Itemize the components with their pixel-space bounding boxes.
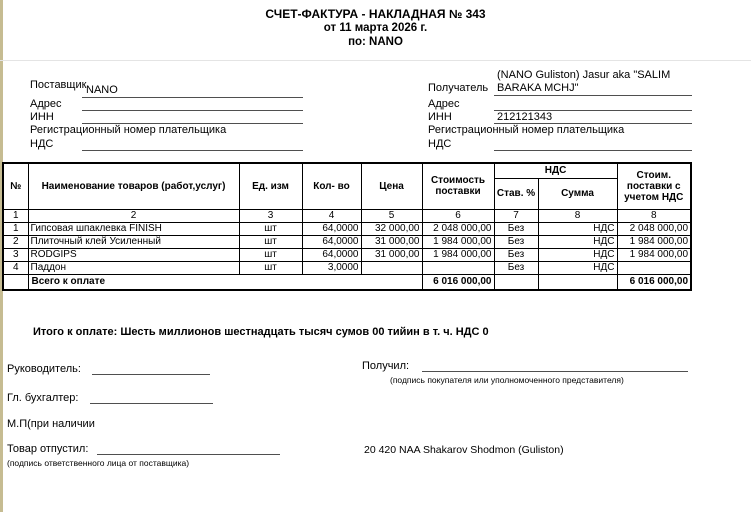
row-num: 4 (3, 261, 28, 274)
supplier-label: Поставщик (30, 79, 87, 91)
item-vat-sum: НДС (538, 222, 617, 235)
receiver-inn-value: 212121343 (497, 111, 553, 123)
supplier-vat-line (82, 150, 303, 151)
item-name: RODGIPS (28, 248, 239, 261)
item-amount: 2 048 000,00 (422, 222, 494, 235)
col-num: 2 (28, 209, 239, 222)
item-name: Плиточный клей Усиленный (28, 235, 239, 248)
supplier-vat-label: НДС (30, 138, 54, 150)
total-row-label: Всего к оплате (28, 274, 422, 290)
col-header-vat-sum: Сумма (538, 178, 617, 209)
item-name: Паддон (28, 261, 239, 274)
col-header-price: Цена (361, 163, 422, 209)
total-amount: 6 016 000,00 (422, 274, 494, 290)
item-amount: 1 984 000,00 (422, 248, 494, 261)
col-header-unit: Ед. изм (239, 163, 302, 209)
col-header-qty: Кол- во (302, 163, 361, 209)
director-label: Руководитель: (7, 363, 81, 375)
item-qty: 3,0000 (302, 261, 361, 274)
total-row-empty-sum (538, 274, 617, 290)
receiver-name-line1: (NANO Guliston) Jasur aka "SALIM (497, 69, 671, 81)
col-num: 8 (538, 209, 617, 222)
col-num: 8 (617, 209, 691, 222)
item-amount (422, 261, 494, 274)
total-with-vat: 6 016 000,00 (617, 274, 691, 290)
released-label: Товар отпустил: (7, 443, 89, 455)
receiver-label: Получатель (428, 82, 489, 94)
document-date: от 11 марта 2026 г. (323, 22, 428, 34)
item-vat-rate: Без (494, 222, 538, 235)
col-header-total: Стоим. поставки с учетом НДС (617, 163, 691, 209)
item-unit: шт (239, 222, 302, 235)
director-signature-line (92, 374, 210, 375)
item-total (617, 261, 691, 274)
receiver-name-line2: BARAKA MCHJ" (497, 82, 579, 94)
released-by-value: 20 420 NAA Shakarov Shodmon (Guliston) (364, 444, 564, 456)
col-num: 7 (494, 209, 538, 222)
supplier-address-line (82, 110, 303, 111)
col-header-name: Наименование товаров (работ,услуг) (28, 163, 239, 209)
receiver-inn-label: ИНН (428, 111, 452, 123)
item-qty: 64,0000 (302, 235, 361, 248)
row-num: 3 (3, 248, 28, 261)
supplier-name: NANO (86, 84, 118, 96)
table-row (3, 235, 691, 248)
col-num: 4 (302, 209, 361, 222)
item-price: 31 000,00 (361, 248, 422, 261)
item-total: 1 984 000,00 (617, 235, 691, 248)
item-vat-rate: Без (494, 261, 538, 274)
item-price (361, 261, 422, 274)
item-vat-sum: НДС (538, 235, 617, 248)
table-row (3, 248, 691, 261)
item-amount: 1 984 000,00 (422, 235, 494, 248)
receiver-vat-line (494, 150, 692, 151)
col-header-vat-group: НДС (494, 163, 617, 178)
item-price: 31 000,00 (361, 235, 422, 248)
table-row (3, 261, 691, 274)
item-price: 32 000,00 (361, 222, 422, 235)
table-row (3, 222, 691, 235)
supplier-reg-label: Регистрационный номер плательщика (30, 124, 227, 136)
item-vat-sum: НДС (538, 248, 617, 261)
header-divider-line (0, 60, 751, 61)
accountant-label: Гл. бухгалтер: (7, 392, 79, 404)
item-vat-rate: Без (494, 235, 538, 248)
item-total: 2 048 000,00 (617, 222, 691, 235)
amount-in-words: Итого к оплате: Шесть миллионов шестнадцать тысяч сумов 00 тийин в т. ч. НДС 0 (33, 326, 489, 338)
receiver-name-line (494, 95, 692, 96)
supplier-inn-label: ИНН (30, 111, 54, 123)
item-unit: шт (239, 248, 302, 261)
column-number-row (3, 209, 691, 222)
row-num: 1 (3, 222, 28, 235)
col-header-no: № (3, 163, 28, 209)
col-header-amount: Стоимость поставки (422, 163, 494, 209)
total-row-empty-no (3, 274, 28, 290)
col-header-vat-rate: Став. % (494, 178, 538, 209)
item-unit: шт (239, 261, 302, 274)
receiver-reg-label: Регистрационный номер плательщика (428, 124, 625, 136)
col-num: 5 (361, 209, 422, 222)
item-qty: 64,0000 (302, 222, 361, 235)
receiver-address-label: Адрес (428, 98, 460, 110)
items-table (2, 162, 692, 291)
released-signature-line (97, 454, 280, 455)
item-total: 1 984 000,00 (617, 248, 691, 261)
item-name: Гипсовая шпаклевка FINISH (28, 222, 239, 235)
document-title: СЧЕТ-ФАКТУРА - НАКЛАДНАЯ № 343 (265, 7, 486, 21)
col-num: 3 (239, 209, 302, 222)
total-row-empty-rate (494, 274, 538, 290)
receiver-vat-label: НДС (428, 138, 452, 150)
col-num: 6 (422, 209, 494, 222)
received-label: Получил: (362, 360, 410, 372)
item-vat-rate: Без (494, 248, 538, 261)
supplier-name-line (82, 97, 303, 98)
document-issuer: по: NANO (348, 36, 403, 48)
stamp-label: М.П(при наличии (7, 418, 95, 430)
col-num: 1 (3, 209, 28, 222)
item-vat-sum: НДС (538, 261, 617, 274)
item-qty: 64,0000 (302, 248, 361, 261)
total-row (3, 274, 691, 290)
released-note: (подпись ответственного лица от поставщика) (7, 458, 190, 468)
supplier-address-label: Адрес (30, 98, 62, 110)
received-note: (подпись покупателя или уполномоченного представителя) (390, 375, 624, 385)
received-signature-line (422, 371, 688, 372)
title-block (0, 7, 751, 49)
accountant-signature-line (90, 403, 213, 404)
row-num: 2 (3, 235, 28, 248)
item-unit: шт (239, 235, 302, 248)
